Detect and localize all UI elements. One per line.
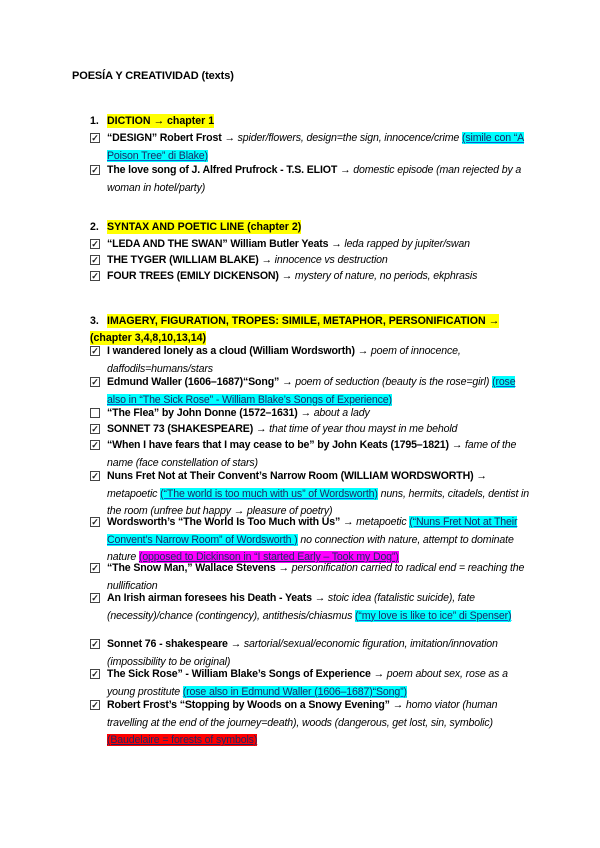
item-note: that time of year thou mayst in me behold <box>269 423 458 435</box>
arrow: → <box>253 423 270 435</box>
red-highlight: (Baudelaire = forests of symbols) <box>107 734 258 746</box>
item-text <box>107 421 530 439</box>
item-text <box>107 468 530 521</box>
list-item <box>90 468 530 521</box>
item-text <box>107 162 530 197</box>
arrow: → <box>328 238 345 250</box>
item-note: metapoetic <box>107 487 158 500</box>
cyan-highlight: (rose also in “The Sick Rose” - William Blake’s Songs of Experience) <box>107 376 516 406</box>
item-title: The Sick Rose” - William Blake’s Songs of Experience <box>107 668 371 680</box>
arrow: → <box>227 638 244 650</box>
item-title: Nuns Fret Not at Their Convent’s Narrow Room (WILLIAM WORDSWORTH) <box>107 470 474 482</box>
arrow: → <box>337 164 354 176</box>
section-title: DICTION → chapter 1 <box>107 115 215 127</box>
checkbox-icon[interactable]: ✓ <box>91 639 99 649</box>
item-title: “LEDA AND THE SWAN” William Butler Yeats <box>107 238 329 250</box>
checkbox-icon[interactable]: ✓ <box>91 593 99 603</box>
checkbox-icon[interactable]: ✓ <box>91 517 99 527</box>
list-item <box>90 268 530 286</box>
item-text <box>107 236 530 254</box>
checkbox-icon[interactable]: ✓ <box>91 271 99 281</box>
checkbox-icon[interactable]: ✓ <box>91 424 99 434</box>
checkbox-icon[interactable] <box>90 408 100 418</box>
item-note: homo viator (human travelling at the end of the journey=death), woods (dangerous, get lost, sin, symbolic) <box>107 699 498 729</box>
item-title: “The Flea” by John Donne (1572–1631) <box>107 407 298 419</box>
arrow: → <box>448 439 465 451</box>
item-note: spider/flowers, design=the sign, innocence/crime <box>237 132 460 144</box>
item-title: An Irish airman foresees his Death - Yeats <box>107 592 312 604</box>
item-title: THE TYGER (WILLIAM BLAKE) <box>107 254 259 266</box>
list-item <box>90 666 530 701</box>
arrow: → <box>275 562 292 574</box>
item-note: sartorial/sexual/economic figuration, imitation/innovation (impossibility to be original) <box>107 638 498 668</box>
item-note: innocence vs destruction <box>274 254 388 266</box>
item-text <box>107 697 530 750</box>
section-title: SYNTAX AND POETIC LINE (chapter 2) <box>107 221 302 233</box>
item-note: poem of innocence, daffodils=humans/stars <box>107 345 461 375</box>
item-title: I wandered lonely as a cloud (William Wordsworth) <box>107 345 355 357</box>
item-title: Edmund Waller (1606–1687)“Song” <box>107 376 280 388</box>
cyan-highlight: (“The world is too much with us” of Wordsworth) <box>160 487 378 500</box>
item-text <box>107 130 530 165</box>
section-title: IMAGERY, FIGURATION, TROPES: SIMILE, METAPHOR, PERSONIFICATION → (chapter 3,4,8,10,13,14) <box>90 315 500 344</box>
item-text <box>107 514 530 567</box>
item-text <box>107 252 530 270</box>
checkbox-icon[interactable]: ✓ <box>91 346 99 356</box>
cyan-highlight: (“my love is like to ice” di Spenser) <box>355 609 512 622</box>
item-title: The love song of J. Alfred Prufrock - T.S. ELIOT <box>107 164 338 176</box>
item-note: metapoetic <box>356 516 407 528</box>
checkbox-icon[interactable]: ✓ <box>91 255 99 265</box>
cyan-highlight: (“Nuns Fret Not at Their Convent’s Narrow Room” of Wordsworth ) <box>107 516 518 546</box>
item-text <box>107 374 530 409</box>
section-heading-1 <box>90 113 214 130</box>
list-item <box>90 343 530 378</box>
list-item <box>90 590 530 625</box>
arrow: → <box>279 376 296 388</box>
checkbox-icon[interactable]: ✓ <box>91 700 99 710</box>
item-title: Sonnet 76 - shakespeare <box>107 638 228 650</box>
checkbox-icon[interactable]: ✓ <box>91 377 99 387</box>
item-note: poem of seduction (beauty is the rose=girl) <box>295 376 490 388</box>
item-note: leda rapped by jupiter/swan <box>344 238 470 250</box>
list-item <box>90 236 530 254</box>
arrow: → <box>473 470 487 482</box>
list-item <box>90 437 530 472</box>
page-title: POESÍA Y CREATIVIDAD (texts) <box>72 70 234 82</box>
item-note: stoic idea (fatalistic suicide), fate (necessity)/chance (contingency), antithesis/chiasmus <box>107 592 475 622</box>
item-note-continued: nuns, hermits, citadels, dentist in the room (unfree but happy → pleasure of poetry) <box>107 487 530 517</box>
item-text <box>107 590 530 625</box>
checkbox-icon[interactable]: ✓ <box>91 440 99 450</box>
list-item <box>90 514 530 567</box>
item-title: SONNET 73 (SHAKESPEARE) <box>107 423 254 435</box>
checkbox-icon[interactable]: ✓ <box>91 165 99 175</box>
item-note: poem about sex, rose as a young prostitute <box>107 668 508 698</box>
magenta-highlight: (opposed to Dickinson in “I started Early – Took my Dog”) <box>138 551 399 563</box>
item-text <box>107 666 530 701</box>
section-heading-3 <box>90 313 530 347</box>
list-item <box>90 405 530 423</box>
item-note: personification carried to radical end = reaching the nullification <box>107 562 525 592</box>
item-title: “The Snow Man,” Wallace Stevens <box>107 562 276 574</box>
item-text <box>107 343 530 378</box>
list-item <box>90 162 530 197</box>
item-title: “When I have fears that I may cease to be” by John Keats (1795–1821) <box>107 439 449 451</box>
checkbox-icon[interactable]: ✓ <box>91 239 99 249</box>
arrow: → <box>370 668 387 680</box>
arrow: → <box>354 345 371 357</box>
checkbox-icon[interactable]: ✓ <box>91 133 99 143</box>
item-title: FOUR TREES (EMILY DICKENSON) <box>107 270 279 282</box>
section-number: 3. <box>90 315 99 327</box>
section-number: 2. <box>90 221 99 233</box>
arrow: → <box>297 407 314 419</box>
item-note: about a lady <box>313 407 370 419</box>
cyan-highlight: (rose also in Edmund Waller (1606–1687)“Song”) <box>182 685 407 698</box>
item-note: mystery of nature, no periods, ekphrasis <box>294 270 478 282</box>
arrow: → <box>221 132 238 144</box>
arrow: → <box>258 254 275 266</box>
cyan-highlight: (simile con “A Poison Tree” di Blake) <box>107 132 525 162</box>
checkbox-icon[interactable]: ✓ <box>91 669 99 679</box>
checkbox-icon[interactable]: ✓ <box>91 563 99 573</box>
list-item <box>90 130 530 165</box>
arrow: → <box>278 270 295 282</box>
checkbox-icon[interactable]: ✓ <box>91 471 99 481</box>
arrow: → <box>389 699 406 711</box>
item-note: domestic episode (man rejected by a woman in hotel/party) <box>107 164 522 194</box>
section-number: 1. <box>90 115 99 127</box>
item-text <box>107 437 530 472</box>
item-title: Wordsworth’s “The World Is Too Much with Us” <box>107 516 341 528</box>
section-heading-2 <box>90 219 301 236</box>
item-title: “DESIGN” Robert Frost <box>107 132 222 144</box>
list-item <box>90 252 530 270</box>
item-note: fame of the name (face constellation of stars) <box>107 439 517 469</box>
arrow: → <box>340 516 357 528</box>
list-item <box>90 374 530 409</box>
list-item <box>90 421 530 439</box>
arrow: → <box>311 592 328 604</box>
item-note-continued: no connection with nature, attempt to dominate nature <box>107 533 514 563</box>
item-text <box>107 405 530 423</box>
item-title: Robert Frost’s “Stopping by Woods on a Snowy Evening” <box>107 699 390 711</box>
item-text <box>107 268 530 286</box>
list-item <box>90 697 530 750</box>
